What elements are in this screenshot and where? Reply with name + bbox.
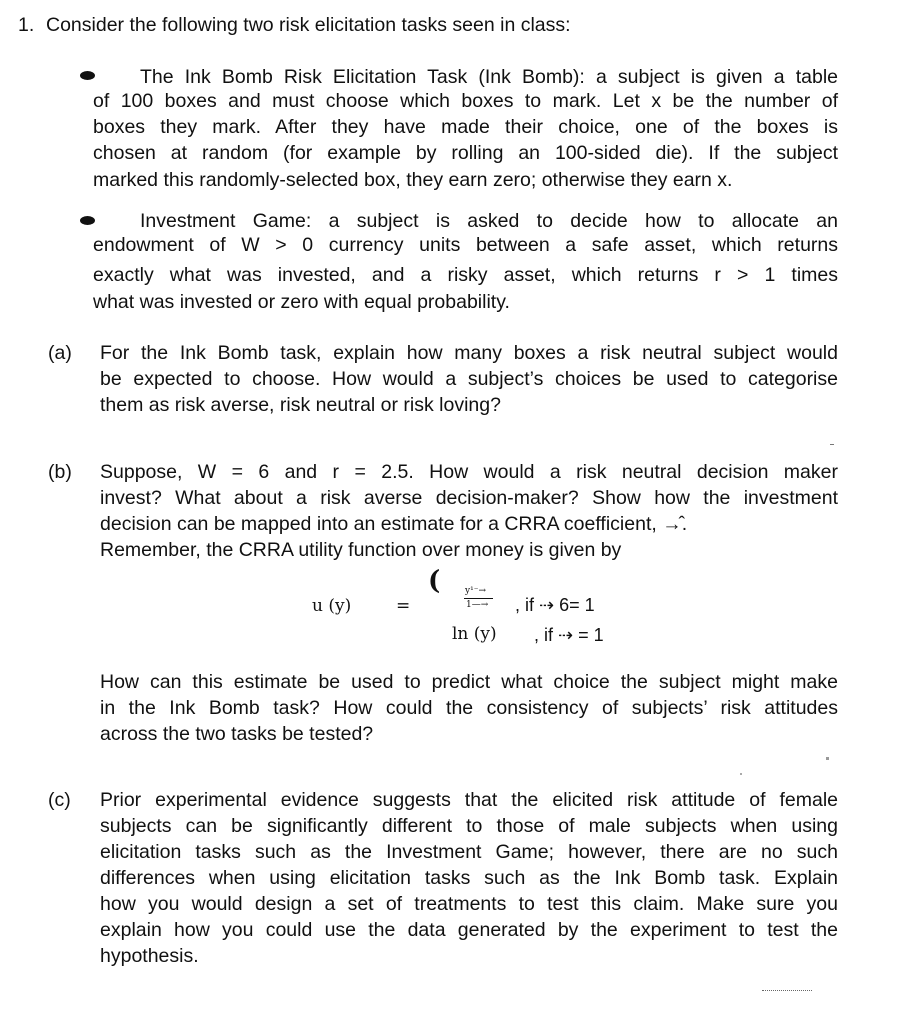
scan-speck <box>740 773 742 775</box>
part-b-after-line: in the Ink Bomb task? How could the consistency of subjects’ risk attitudes <box>100 697 838 719</box>
bullet-ink-bomb-line: The Ink Bomb Risk Elicitation Task (Ink Bomb): a subject is given a table <box>140 66 838 88</box>
bullet-investment-line: what was invested or zero with equal probability. <box>93 291 510 313</box>
question-number: 1. <box>18 14 35 36</box>
part-a-label: (a) <box>48 342 72 364</box>
bullet-investment-line: exactly what was invested, and a risky asset, which returns r > 1 times <box>93 264 838 286</box>
bullet-investment-line: endowment of W > 0 currency units between a safe asset, which returns <box>93 234 838 256</box>
part-c-line: subjects can be significantly different to those of male subjects when using <box>100 815 838 837</box>
bullet-ink-bomb-line: boxes they mark. After they have made their choice, one of the boxes is <box>93 116 838 138</box>
part-a-line: For the Ink Bomb task, explain how many boxes a risk neutral subject would <box>100 342 838 364</box>
formula-case2-expression: ln (y) <box>452 624 497 644</box>
bullet-ink-bomb-line: chosen at random (for example by rolling an 100-sided die). If the subject <box>93 142 838 164</box>
bullet-ink-bomb-line: marked this randomly-selected box, they earn zero; otherwise they earn x. <box>93 169 733 191</box>
part-a-line: them as risk averse, risk neutral or risk loving? <box>100 394 501 416</box>
scan-speck <box>826 757 829 760</box>
part-b-line: decision can be mapped into an estimate for a CRRA coefficient, →̂. <box>100 513 688 535</box>
part-c-line: Prior experimental evidence suggests that the elicited risk attitude of female <box>100 789 838 811</box>
formula-fraction-denominator: 1—→ <box>466 600 489 610</box>
part-b-line: Remember, the CRRA utility function over money is given by <box>100 539 622 561</box>
formula-case1-condition: , if ⇢ 6= 1 <box>515 595 595 615</box>
part-c-line: explain how you could use the data generated by the experiment to test the <box>100 919 838 941</box>
formula-lhs: u (y) <box>312 596 352 616</box>
part-c-line: hypothesis. <box>100 945 199 967</box>
bullet-dot <box>80 71 95 80</box>
part-b-after-line: across the two tasks be tested? <box>100 723 374 745</box>
formula-brace: ( <box>428 566 441 596</box>
question-intro: Consider the following two risk elicitation tasks seen in class: <box>46 14 571 36</box>
formula-equals: = <box>396 596 411 616</box>
part-c-line: elicitation tasks such as the Investment Game; however, there are no such <box>100 841 838 863</box>
bullet-investment-line: Investment Game: a subject is asked to decide how to allocate an <box>140 210 838 232</box>
part-b-after-line: How can this estimate be used to predict what choice the subject might make <box>100 671 838 693</box>
bullet-ink-bomb-line: of 100 boxes and must choose which boxes to mark. Let x be the number of <box>93 90 838 112</box>
formula-fraction-numerator: y¹⁻→ <box>465 586 486 596</box>
part-c-label: (c) <box>48 789 71 811</box>
scan-speck <box>830 444 834 445</box>
part-b-line: Suppose, W = 6 and r = 2.5. How would a risk neutral decision maker <box>100 461 838 483</box>
part-a-line: be expected to choose. How would a subject’s choices be used to categorise <box>100 368 838 390</box>
formula-case2-condition: , if ⇢ = 1 <box>534 625 604 645</box>
formula-fraction-bar <box>464 598 493 599</box>
part-c-line: how you would design a set of treatments to test this claim. Make sure you <box>100 893 838 915</box>
scan-speck <box>762 990 812 992</box>
part-c-line: differences when using elicitation tasks such as the Ink Bomb task. Explain <box>100 867 838 889</box>
part-b-label: (b) <box>48 461 72 483</box>
part-b-line: invest? What about a risk averse decision-maker? Show how the investment <box>100 487 838 509</box>
bullet-dot <box>80 216 95 225</box>
